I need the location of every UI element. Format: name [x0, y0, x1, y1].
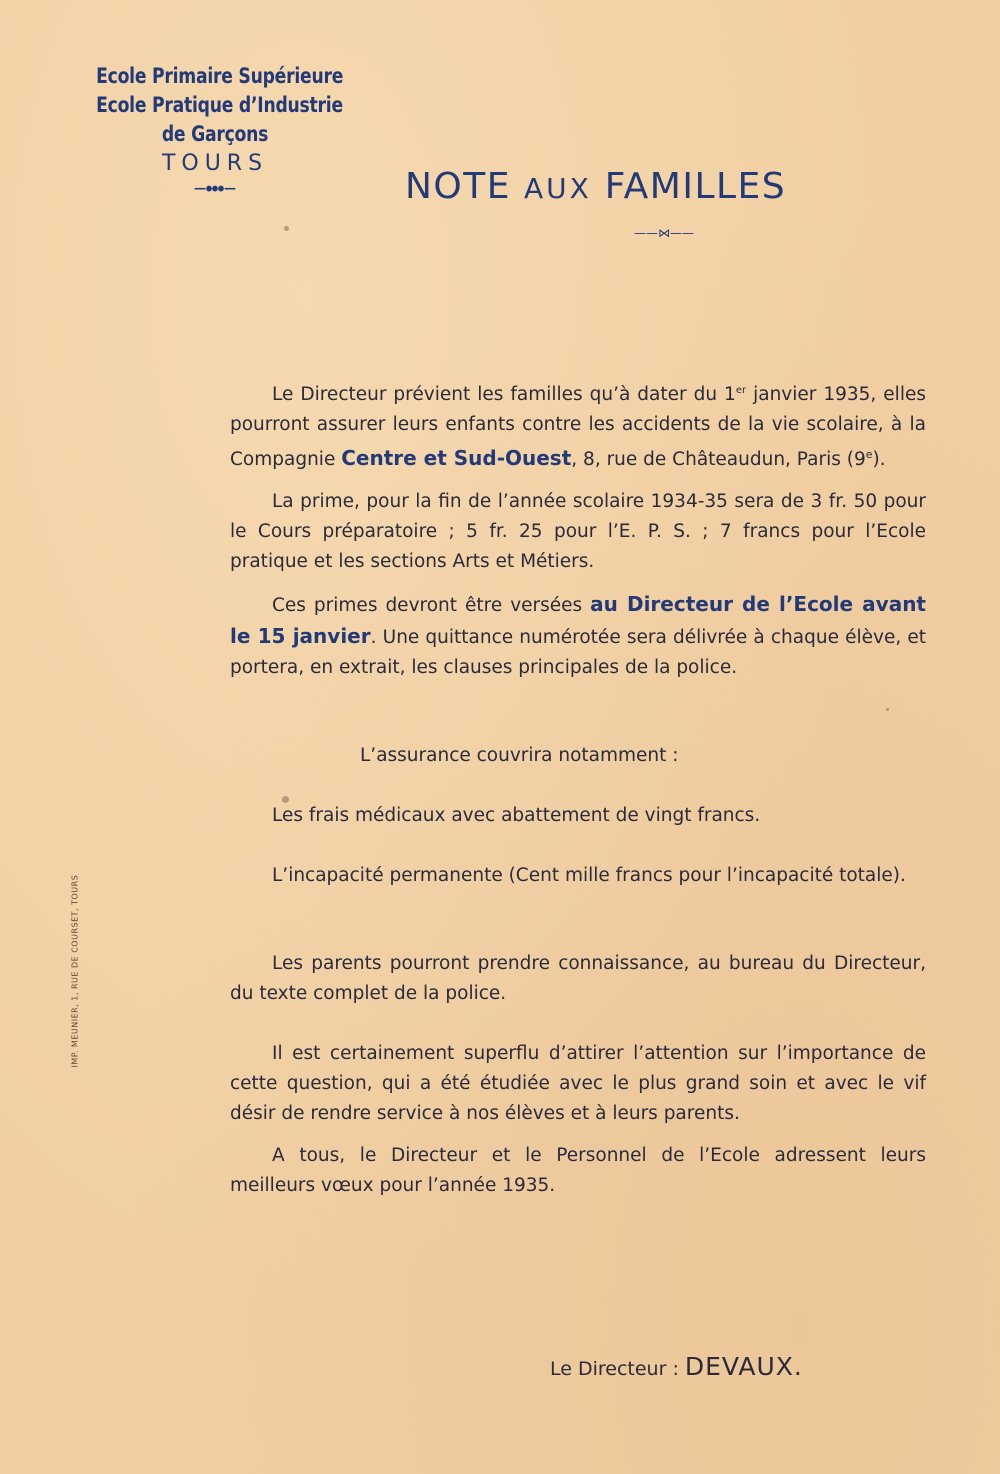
p3-text-a: Ces primes devront être versées — [272, 595, 591, 617]
payment-deadline: au Directeur de l’Ecole avant le 15 janvier — [230, 592, 926, 649]
p1-superscript: er — [735, 385, 747, 396]
page-title — [405, 166, 935, 207]
title-word-aux: AUX — [523, 172, 592, 205]
title-word-familles: FAMILLES — [591, 166, 787, 207]
school-header — [70, 62, 360, 194]
ornament-divider-icon: —⦁⦁⦁— — [193, 181, 236, 195]
company-name: Centre et Sud-Ouest — [341, 446, 572, 471]
p1-text-d: ). — [872, 449, 886, 471]
p1-text-a: Le Directeur prévient les familles qu’à dater du 1 — [272, 384, 736, 406]
school-line-3: de Garçons — [161, 122, 269, 146]
paragraph-6: L’incapacité permanente (Cent mille francs pour l’incapacité totale). — [272, 865, 906, 887]
printer-imprint: IMP. MEUNIER, 1, RUE DE COURSET, TOURS — [70, 874, 80, 1068]
paper-speck — [284, 226, 289, 231]
p3-text-b: . Une quittance numérotée sera délivrée à chaque élève, et portera, en extrait, les clauses principales de la police. — [230, 627, 926, 679]
paragraph-7: Les parents pourront prendre connaissance, au bureau du Directeur, du texte complet de la police. — [230, 953, 926, 1005]
paragraph-5: Les frais médicaux avec abattement de vingt francs. — [272, 805, 761, 827]
signature-label: Le Directeur : — [550, 1358, 679, 1380]
paragraph-1 — [230, 376, 926, 475]
paragraph-2: La prime, pour la fin de l’année scolaire 1934-35 sera de 3 fr. 50 pour le Cours préparatoire ; 5 fr. 25 pour l’E. P. S. ; 7 francs pour l’Ecole pratique et les sections Arts et Métiers. — [230, 491, 926, 573]
title-word-note: NOTE — [405, 166, 524, 207]
title-ornament-icon: ——⋈—— — [634, 226, 694, 240]
school-line-2: Ecole Pratique d’Industrie — [96, 93, 343, 117]
school-city: TOURS — [161, 151, 269, 176]
p1-superscript-2: e — [865, 448, 873, 462]
paragraph-3 — [230, 589, 926, 683]
paragraph-4: L’assurance couvrira notamment : — [360, 745, 679, 767]
signature — [550, 1352, 803, 1381]
paragraph-9: A tous, le Directeur et le Personnel de l’Ecole adressent leurs meilleurs vœux pour l’année 1935. — [230, 1145, 926, 1197]
paragraph-8: Il est certainement superflu d’attirer l’attention sur l’importance de cette question, qui a été étudiée avec le plus grand soin et avec le vif désir de rendre service à nos élèves et à leurs parents. — [230, 1043, 926, 1125]
p1-text-b: janvier 1935, elles pourront assurer leurs enfants contre les accidents de la vie scolaire, à la Compagnie — [230, 384, 926, 471]
letter-body — [230, 376, 926, 1201]
school-line-1: Ecole Primaire Supérieure — [96, 64, 344, 88]
p1-text-c: , 8, rue de Châteaudun, Paris (9 — [571, 449, 866, 471]
signature-name: DEVAUX. — [684, 1352, 803, 1381]
